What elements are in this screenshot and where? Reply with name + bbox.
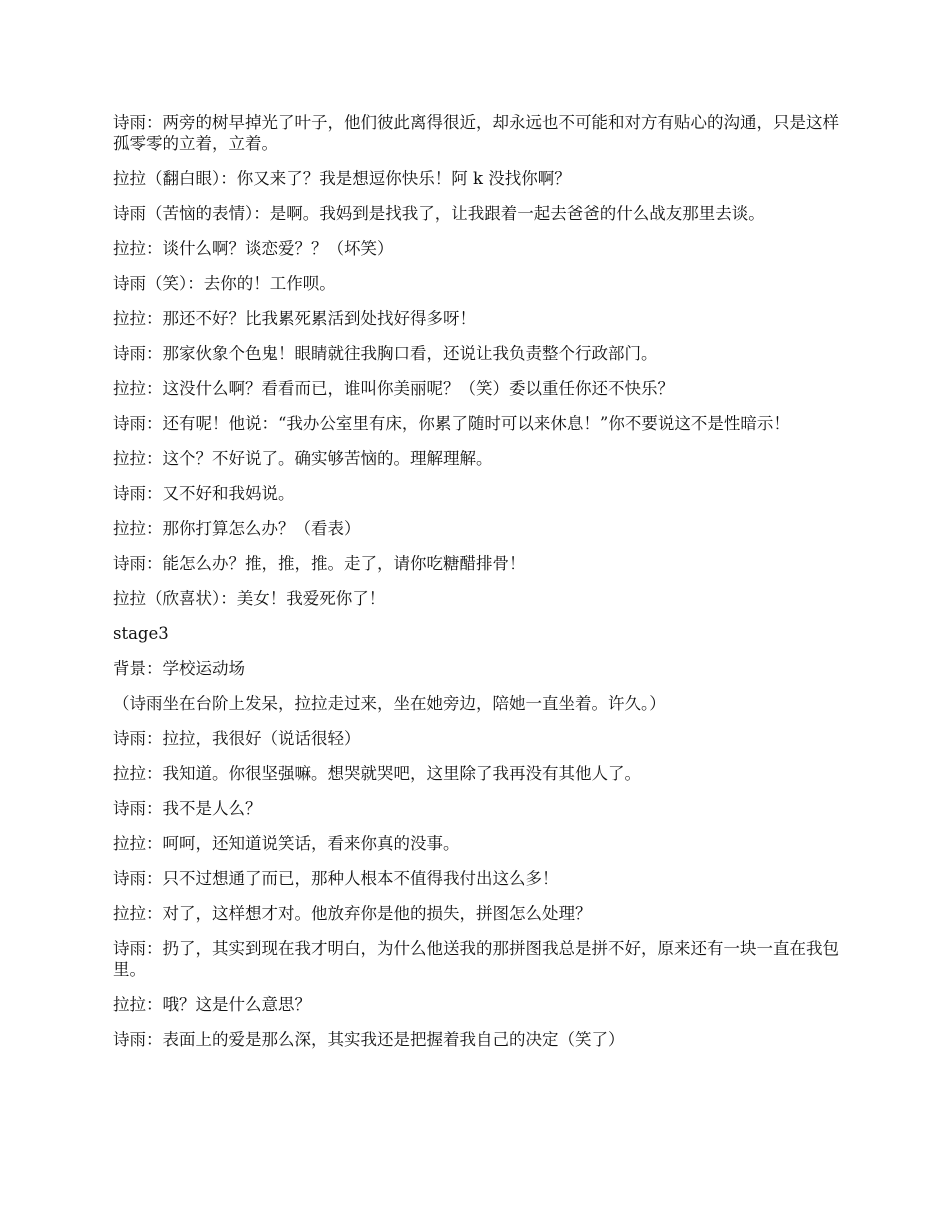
- paragraph: 拉拉：呵呵，还知道说笑话，看来你真的没事。: [113, 834, 460, 853]
- paragraph: 诗雨：那家伙象个色鬼！眼睛就往我胸口看，还说让我负责整个行政部门。: [113, 344, 658, 363]
- paragraph: 拉拉：这个？不好说了。确实够苦恼的。理解理解。: [113, 449, 493, 468]
- paragraph: 诗雨：又不好和我妈说。: [113, 484, 295, 503]
- paragraph: 拉拉：对了，这样想才对。他放弃你是他的损失，拼图怎么处理？: [113, 904, 592, 923]
- paragraph: 拉拉（欣喜状）：美女！我爱死你了！: [113, 589, 386, 608]
- paragraph: 拉拉：谈什么啊？谈恋爱？？（坏笑）: [113, 239, 394, 258]
- paragraph: 拉拉：那还不好？比我累死累活到处找好得多呀！: [113, 309, 476, 328]
- stage-direction: （诗雨坐在台阶上发呆，拉拉走过来，坐在她旁边，陪她一直坐着。许久。）: [113, 694, 666, 713]
- paragraph: 诗雨（苦恼的表情）：是啊。我妈到是找我了，让我跟着一起去爸爸的什么战友那里去谈。: [113, 204, 765, 223]
- paragraph: 拉拉：我知道。你很坚强嘛。想哭就哭吧，这里除了我再没有其他人了。: [113, 764, 641, 783]
- paragraph: 诗雨：拉拉，我很好（说话很轻）: [113, 729, 361, 748]
- paragraph: 诗雨：能怎么办？推，推，推。走了，请你吃糖醋排骨！: [113, 554, 526, 573]
- paragraph: 拉拉（翻白眼）：你又来了？我是想逗你快乐！阿 k 没找你啊？: [113, 169, 571, 188]
- paragraph: 诗雨：表面上的爱是那么深，其实我还是把握着我自己的决定（笑了）: [113, 1030, 625, 1049]
- paragraph: 拉拉：那你打算怎么办？（看表）: [113, 519, 361, 538]
- paragraph: 诗雨：我不是人么？: [113, 799, 262, 818]
- section-heading: stage3: [113, 624, 169, 643]
- paragraph: 拉拉：这没什么啊？看看而已，谁叫你美丽呢？（笑）委以重任你还不快乐？: [113, 379, 674, 398]
- paragraph: 诗雨：扔了，其实到现在我才明白，为什么他送我的那拼图我总是拼不好，原来还有一块一直在我包里。: [113, 939, 839, 979]
- paragraph: 诗雨：两旁的树早掉光了叶子，他们彼此离得很近，却永远也不可能和对方有贴心的沟通，只是这样孤零零的立着，立着。: [113, 113, 839, 153]
- paragraph: 诗雨（笑）：去你的！工作呗。: [113, 274, 336, 293]
- paragraph: 背景：学校运动场: [113, 659, 245, 678]
- document-page: [113, 112, 843, 1064]
- paragraph: 诗雨：还有呢！他说：“我办公室里有床，你累了随时可以来休息！”你不要说这不是性暗示！: [113, 414, 790, 433]
- paragraph: 拉拉：哦？这是什么意思？: [113, 995, 311, 1014]
- paragraph: 诗雨：只不过想通了而已，那种人根本不值得我付出这么多！: [113, 869, 559, 888]
